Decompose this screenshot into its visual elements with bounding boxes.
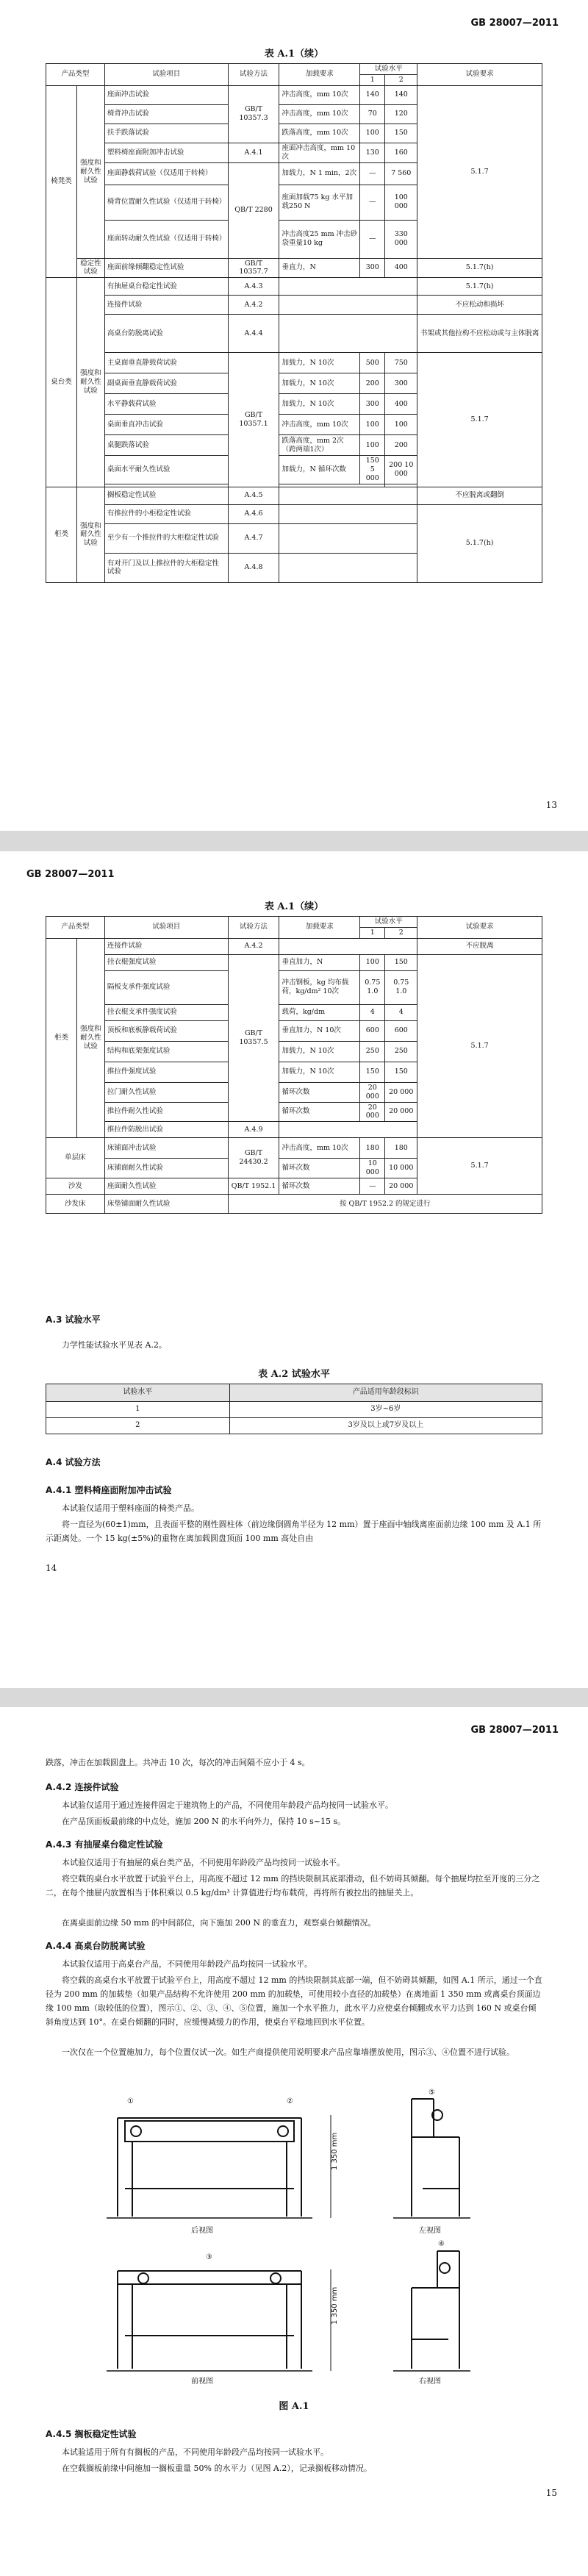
- method: QB/T 1952.1: [228, 1178, 279, 1195]
- level2: 0.75 1.0: [385, 970, 417, 1004]
- marker-3: ③: [206, 2253, 212, 2261]
- load: 冲击高度，mm 10次: [279, 1138, 360, 1159]
- requirement: 不应脱离: [417, 938, 542, 954]
- level1: 100: [360, 435, 385, 456]
- level1: 300: [360, 258, 385, 278]
- level2: 120: [385, 104, 417, 124]
- level2: 7 560: [385, 162, 417, 185]
- table-row: 扶手跌落试验: [104, 124, 228, 143]
- table-row: 至少有一个推拉件的大柜稳定性试验: [104, 523, 228, 553]
- col-load: 加载要求: [279, 917, 360, 939]
- paragraph: 在空载搁板前缘中间施加一搁板重量 50% 的水平力（见图 A.2），记录搁板移动情况。: [62, 2464, 372, 2473]
- requirement: 书架或其他拉构不应松动或与主体脱离: [417, 315, 542, 353]
- method: GB/T 10357.5: [228, 954, 279, 1122]
- load: 加载力，N 1 min，2次: [279, 162, 360, 185]
- table-row: 搁板稳定性试验: [104, 487, 228, 504]
- section-a45: A.4.5 搁板稳定性试验: [46, 2429, 137, 2439]
- load: 座面冲击高度，mm 10次: [279, 143, 360, 162]
- group-bunk: 单层床: [46, 1138, 105, 1178]
- paragraph: 跌落，冲击在加载圆盘上。共冲击 10 次，每次的冲击间隔不应小于 4 s。: [46, 1758, 310, 1767]
- table-row: 顶板和底板静载荷试验: [104, 1020, 228, 1041]
- paragraph: 一次仅在一个位置施加力，每个位置仅试一次。如生产商提供使用说明要求产品应靠墙摆放使用，图示③、④位置不进行试验。: [62, 2047, 514, 2057]
- method: A.4.3: [228, 278, 279, 296]
- level2: 300: [385, 373, 417, 394]
- right-view-drawing: [412, 2251, 459, 2369]
- level1: 100: [360, 954, 385, 970]
- requirement: 5.1.7(h): [417, 504, 542, 582]
- load: 加载力，N 10次: [279, 1062, 360, 1082]
- col-l1: 1: [360, 74, 385, 85]
- method: GB/T 10357.1: [228, 353, 279, 487]
- empty-cell: [279, 523, 417, 553]
- load: 跌落高度，mm 10次: [279, 124, 360, 143]
- table-row: 座面前缘倾翻稳定性试验: [104, 258, 228, 278]
- table-row: 2: [46, 1418, 230, 1434]
- table-row: 椅背冲击试验: [104, 104, 228, 124]
- figure-caption: 图 A.1: [279, 2401, 309, 2412]
- level2: 330 000: [385, 220, 417, 258]
- label-right-view: 右视图: [419, 2378, 441, 2386]
- col-item: 试验项目: [104, 64, 228, 86]
- load: 垂直力，N: [279, 258, 360, 278]
- method: QB/T 2280: [228, 162, 279, 258]
- standard-code: GB 28007—2011: [470, 18, 559, 29]
- section-a41: A.4.1 塑料椅座面附加冲击试验: [46, 1485, 172, 1495]
- level1: —: [360, 185, 385, 220]
- page-number: 13: [545, 800, 557, 810]
- table-row: 桌面水平耐久性试验: [104, 456, 228, 484]
- paragraph: 在离桌面前边缘 50 mm 的中间部位，向下施加 200 N 的垂直力，观察桌台倾翻情况。: [62, 1918, 376, 1928]
- paragraph: 力学性能试验水平见表 A.2。: [62, 1340, 167, 1350]
- table-row: 有对开门及以上推拉件的大柜稳定性试验: [104, 553, 228, 582]
- marker-5: ⑤: [429, 2089, 435, 2097]
- level2: 400: [385, 258, 417, 278]
- table-a2: [46, 1384, 542, 1434]
- table-row: 座面耐久性试验: [104, 1178, 228, 1195]
- load: 冲击高度，mm 10次: [279, 415, 360, 435]
- level1: 140: [360, 85, 385, 104]
- requirement: 5.1.7: [417, 1138, 542, 1195]
- section-a44: A.4.4 高桌台防脱离试验: [46, 1941, 146, 1951]
- table-row: 主桌面垂直静载荷试验: [104, 353, 228, 373]
- table-title: 表 A.1（续）: [264, 901, 324, 912]
- level2: 100 000: [385, 185, 417, 220]
- col-req: 试验要求: [417, 917, 542, 939]
- group-chair-stab: 稳定性试验: [76, 258, 104, 278]
- marker-4: ④: [438, 2240, 445, 2248]
- paragraph: 本试验仅适用于通过连接件固定于建筑物上的产品，不同使用年龄段产品均按同一试验水平。: [62, 1800, 393, 1810]
- level1: 180: [360, 1138, 385, 1159]
- level1: 200: [360, 373, 385, 394]
- level2: 250: [385, 1041, 417, 1062]
- table-row: 有推拉件的小柜稳定性试验: [104, 504, 228, 523]
- empty-cell: [279, 278, 417, 296]
- load: 冲击高度，mm 10次: [279, 104, 360, 124]
- table-row: 座面转动耐久性试验（仅适用于转椅）: [104, 220, 228, 258]
- level2: 10 000: [385, 1159, 417, 1178]
- paragraph: 将空载的桌台水平放置于试验平台上，用高度不超过 12 mm 的挡块限制其底部滑动，但不妨碍其倾翻。每个抽屉均拉至开度的三分之二，在每个抽屉内放置相当于体积乘以 0.5 kg/dm³ 计算值进行均布载荷，再将所有被拉出的抽屉关上。: [46, 1874, 540, 1897]
- load: 循环次数: [279, 1102, 360, 1122]
- table-row: 1: [46, 1402, 230, 1418]
- level1: 150 5 000: [360, 456, 385, 484]
- requirement: 5.1.7(h): [417, 278, 542, 296]
- group-cab: 柜类: [46, 938, 77, 1138]
- empty-cell: [279, 553, 417, 582]
- paragraph: 本试验适用于所有有搁板的产品，不同使用年龄段产品均按同一试验水平。: [62, 2447, 329, 2457]
- method: A.4.2: [228, 296, 279, 315]
- level1: 20 000: [360, 1102, 385, 1122]
- level2: 200 10 000: [385, 456, 417, 484]
- load: 垂直加力，N 10次: [279, 1020, 360, 1041]
- table-row: 床铺面冲击试验: [104, 1138, 228, 1159]
- table-row: 结构和底架强度试验: [104, 1041, 228, 1062]
- back-view-drawing: [118, 2118, 301, 2217]
- table-row: 座面冲击试验: [104, 85, 228, 104]
- level2: 20 000: [385, 1102, 417, 1122]
- load: 循环次数: [279, 1178, 360, 1195]
- level2: 100: [385, 415, 417, 435]
- table-row: 拉门耐久性试验: [104, 1082, 228, 1102]
- label-back-view: 后视图: [191, 2227, 213, 2235]
- empty-cell: [279, 487, 417, 504]
- table-row: 塑料椅座面附加冲击试验: [104, 143, 228, 162]
- group-chair: 椅凳类: [46, 85, 77, 278]
- table-a1-part2: [46, 916, 542, 1214]
- load: 冲击高度，mm 10次: [279, 85, 360, 104]
- table-a1-part1: [46, 63, 542, 583]
- age-cell: 3岁及以上或7岁及以上: [229, 1418, 542, 1434]
- paragraph: 本试验仅适用于塑料座面的椅类产品。: [62, 1503, 199, 1513]
- level2: 150: [385, 954, 417, 970]
- load: 冲击钢板，kg 均布载荷，kg/dm² 10次: [279, 970, 360, 1004]
- load: 加载力，N 循环次数: [279, 456, 360, 484]
- col-method: 试验方法: [228, 917, 279, 939]
- table-row: 高桌台防脱离试验: [104, 315, 228, 353]
- load: 冲击高度25 mm 冲击砂袋重量10 kg: [279, 220, 360, 258]
- method: A.4.5: [228, 487, 279, 504]
- requirement: 不应松动和损坏: [417, 296, 542, 315]
- section-a43: A.4.3 有抽屉桌台稳定性试验: [46, 1839, 163, 1850]
- table-row: 有抽屉桌台稳定性试验: [104, 278, 228, 296]
- level1: 300: [360, 394, 385, 415]
- table-row: 水平静载荷试验: [104, 394, 228, 415]
- table-row: 椅背位置耐久性试验（仅适用于转椅）: [104, 185, 228, 220]
- col-load: 加载要求: [279, 64, 360, 86]
- level2: 160: [385, 143, 417, 162]
- level1: 10 000: [360, 1159, 385, 1178]
- method: A.4.9: [228, 1122, 279, 1138]
- requirement: 5.1.7: [417, 954, 542, 1138]
- paragraph: 本试验仅适用于高桌台产品，不同使用年龄段产品均按同一试验水平。: [62, 1959, 312, 1969]
- table-row: 推拉件耐久性试验: [104, 1102, 228, 1122]
- table-row: 挂衣棍强度试验: [104, 954, 228, 970]
- method: A.4.4: [228, 315, 279, 353]
- table-row: 推拉件防脱出试验: [104, 1122, 228, 1138]
- requirement: 5.1.7: [417, 85, 542, 258]
- level1: 100: [360, 124, 385, 143]
- level1: —: [360, 220, 385, 258]
- table-row: 桌面垂直冲击试验: [104, 415, 228, 435]
- requirement: 5.1.7: [417, 353, 542, 487]
- load: 座面加载75 kg 水平加载250 N: [279, 185, 360, 220]
- empty-cell: [279, 1122, 417, 1138]
- group-sofa: 沙发: [46, 1178, 105, 1195]
- group-cab-sd: 强度和耐久性试验: [76, 938, 104, 1138]
- level2: 20 000: [385, 1178, 417, 1195]
- level1: 4: [360, 1004, 385, 1020]
- level1: —: [360, 162, 385, 185]
- method: A.4.2: [228, 938, 279, 954]
- figure-a1: [103, 2086, 485, 2387]
- paragraph: 本试验仅适用于有抽屉的桌台类产品，不同使用年龄段产品均按同一试验水平。: [62, 1858, 345, 1867]
- table-row: 推拉件强度试验: [104, 1062, 228, 1082]
- level1: 150: [360, 1062, 385, 1082]
- level2: 4: [385, 1004, 417, 1020]
- col-level: 试验水平: [360, 64, 417, 75]
- col-type: 产品类型: [46, 917, 105, 939]
- level2: 600: [385, 1020, 417, 1041]
- level2: 400: [385, 394, 417, 415]
- table-row: 连接件试验: [104, 296, 228, 315]
- level1: 100: [360, 415, 385, 435]
- level1: 130: [360, 143, 385, 162]
- empty-cell: [279, 296, 417, 315]
- group-cab-sd: 强度和耐久性试验: [76, 487, 104, 582]
- col-method: 试验方法: [228, 64, 279, 86]
- label-dimension: 1 350 mm: [331, 2286, 339, 2325]
- left-view-drawing: [412, 2099, 459, 2217]
- label-front-view: 前视图: [191, 2378, 213, 2386]
- empty-cell: [279, 504, 417, 523]
- col-age: 产品适用年龄段标识: [229, 1384, 542, 1402]
- level2: 750: [385, 353, 417, 373]
- col-req: 试验要求: [417, 64, 542, 86]
- marker-2: ②: [287, 2097, 293, 2105]
- col-l2: 2: [385, 927, 417, 938]
- paragraph: 将空载的高桌台水平放置于试验平台上，用高度不超过 12 mm 的挡块限制其底部一端，但不妨碍其倾翻，如图 A.1 所示，通过一个直径为 200 mm 的加载垫（如果产品结构不允许使用 200 mm 的加载垫，可使用较小直径的加载垫）在离地面 1 350 mm 或离桌台顶面边缘 100 mm（取较低的位置），图示①、②、③、④、⑤位置，施加一个水平推力，此水平力应使桌台倾翻或水平力达到 160 N 或桌台倾斜角度达到 10°。在桌台倾翻的同时，应缓慢减缓力的作用，使桌台平稳地回到水平位置。: [46, 1975, 542, 2027]
- load: 加载力，N 10次: [279, 394, 360, 415]
- level1: 600: [360, 1020, 385, 1041]
- load: 加载力，N 10次: [279, 373, 360, 394]
- requirement: 5.1.7(h): [417, 258, 542, 278]
- page-number: 14: [46, 1563, 57, 1573]
- load: 循环次数: [279, 1082, 360, 1102]
- level2: 20 000: [385, 1082, 417, 1102]
- group-sofa-bed: 沙发床: [46, 1195, 105, 1214]
- group-table-sd: 强度和耐久性试验: [76, 278, 104, 487]
- method: GB/T 24430.2: [228, 1138, 279, 1178]
- method: A.4.1: [228, 143, 279, 162]
- level1: 250: [360, 1041, 385, 1062]
- table-row: 座面静载荷试验（仅适用于转椅）: [104, 162, 228, 185]
- table-a2-title: 表 A.2 试验水平: [258, 1369, 330, 1380]
- method: A.4.8: [228, 553, 279, 582]
- standard-code: GB 28007—2011: [470, 1725, 559, 1736]
- method: A.4.6: [228, 504, 279, 523]
- requirement: 不应脱离或翻倒: [417, 487, 542, 504]
- empty-cell: [279, 938, 417, 954]
- table-row: 隔板支承件强度试验: [104, 970, 228, 1004]
- section-a42: A.4.2 连接件试验: [46, 1782, 119, 1792]
- level1: 70: [360, 104, 385, 124]
- front-view-drawing: [118, 2271, 301, 2369]
- col-item: 试验项目: [104, 917, 228, 939]
- load: 载荷，kg/dm: [279, 1004, 360, 1020]
- load: 垂直加力，N: [279, 954, 360, 970]
- method: GB/T 10357.7: [228, 258, 279, 278]
- level2: 180: [385, 1138, 417, 1159]
- group-chair-strength: 强度和耐久性试验: [76, 85, 104, 258]
- page-14: [0, 851, 588, 1688]
- table-row: 桌腿跌落试验: [104, 435, 228, 456]
- method: A.4.7: [228, 523, 279, 553]
- load: 循环次数: [279, 1159, 360, 1178]
- table-row: 连接件试验: [104, 938, 228, 954]
- section-a3: A.3 试验水平: [46, 1314, 101, 1325]
- table-title: 表 A.1（续）: [264, 49, 324, 60]
- paragraph: 在产品顶面板最前缘的中点处，施加 200 N 的水平向外力，保持 10 s~15 s。: [62, 1817, 346, 1826]
- load: 跌落高度，mm 2次（跨两端1次）: [279, 435, 360, 456]
- level2: 150: [385, 1062, 417, 1082]
- section-a4: A.4 试验方法: [46, 1457, 101, 1467]
- load: 加载力，N 10次: [279, 353, 360, 373]
- standard-code: GB 28007—2011: [26, 869, 115, 880]
- age-cell: 3岁~6岁: [229, 1402, 542, 1418]
- method: 按 QB/T 1952.2 的规定进行: [228, 1195, 542, 1214]
- method: GB/T 10357.3: [228, 85, 279, 143]
- level1: —: [360, 1178, 385, 1195]
- label-dimension: 1 350 mm: [331, 2132, 339, 2170]
- empty-cell: [279, 315, 417, 353]
- level1: 0.75 1.0: [360, 970, 385, 1004]
- level1: 500: [360, 353, 385, 373]
- table-row: 挂衣棍支承件强度试验: [104, 1004, 228, 1020]
- level2: 150: [385, 124, 417, 143]
- col-l2: 2: [385, 74, 417, 85]
- page-15: [0, 1707, 588, 2576]
- group-cab: 柜类: [46, 487, 77, 582]
- table-row: 床铺面耐久性试验: [104, 1159, 228, 1178]
- page-13: [0, 0, 588, 831]
- level1: 20 000: [360, 1082, 385, 1102]
- col-l1: 1: [360, 927, 385, 938]
- col-type: 产品类型: [46, 64, 105, 86]
- page-number: 15: [545, 2488, 557, 2498]
- col-level: 试验水平: [360, 917, 417, 928]
- marker-1: ①: [127, 2097, 134, 2105]
- table-row: 床垫铺面耐久性试验: [104, 1195, 228, 1214]
- group-table: 桌台类: [46, 278, 77, 487]
- table-row: 副桌面垂直静载荷试验: [104, 373, 228, 394]
- paragraph: 将一直径为(60±1)mm，且表面平整的刚性圆柱体（前边缘倒圆角半径为 12 mm）置于座面中轴线离座面前边缘 100 mm 及 A.1 所示距离处。一个 15 kg(±5%)的重物在离加载圆盘顶面 100 mm 高处自由: [46, 1520, 542, 1543]
- col-level: 试验水平: [46, 1384, 230, 1402]
- load: 加载力，N 10次: [279, 1041, 360, 1062]
- label-left-view: 左视图: [419, 2227, 441, 2235]
- level2: 200: [385, 435, 417, 456]
- level2: 140: [385, 85, 417, 104]
